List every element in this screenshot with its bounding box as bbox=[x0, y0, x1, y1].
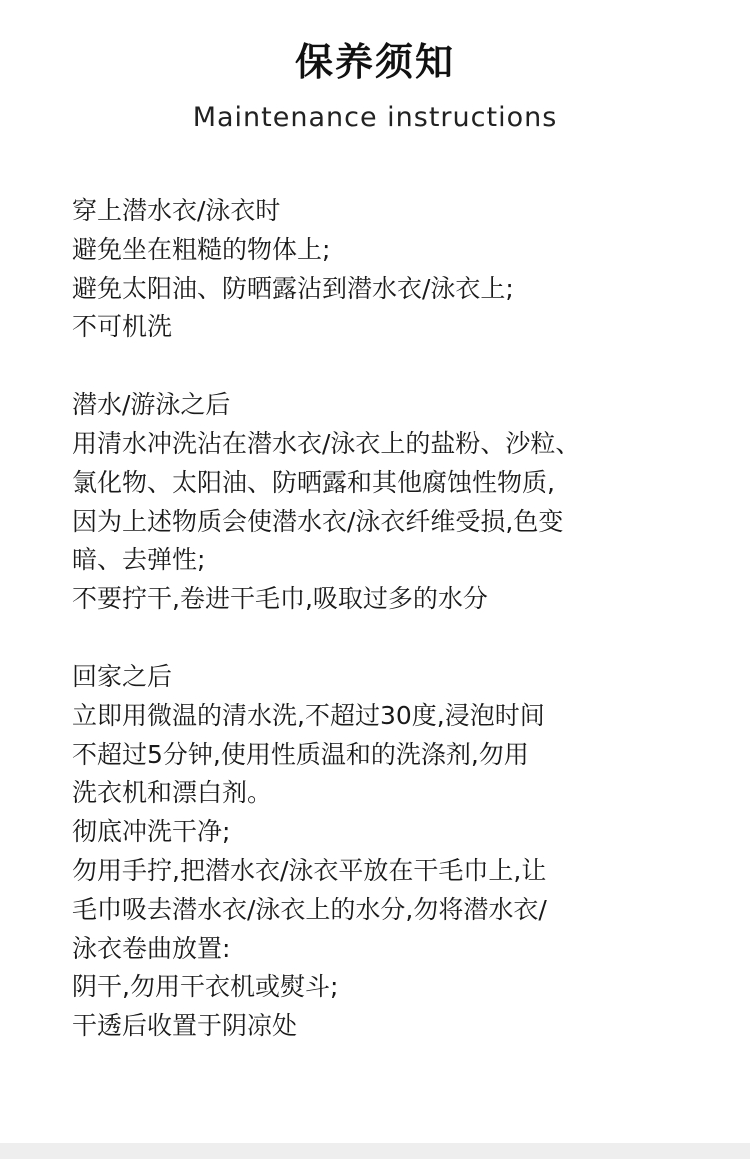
section-wearing bbox=[72, 192, 692, 347]
instruction-line: 不可机洗 bbox=[72, 312, 173, 342]
page-subtitle: Maintenance instructions bbox=[192, 102, 558, 133]
section-at-home bbox=[72, 658, 692, 1046]
instruction-line: 泳衣卷曲放置: bbox=[72, 933, 231, 963]
instruction-line: 不超过5分钟,使用性质温和的洗涤剂,勿用 bbox=[72, 739, 529, 769]
instruction-line: 暗、去弹性; bbox=[72, 545, 206, 575]
instruction-line: 阴干,勿用干衣机或熨斗; bbox=[72, 972, 339, 1002]
instruction-line: 用清水冲洗沾在潜水衣/泳衣上的盐粉、沙粒、 bbox=[72, 428, 581, 458]
instruction-line: 毛巾吸去潜水衣/泳衣上的水分,勿将潜水衣/ bbox=[72, 894, 547, 924]
instruction-line: 避免太阳油、防晒露沾到潜水衣/泳衣上; bbox=[72, 273, 514, 303]
section-heading: 回家之后 bbox=[72, 661, 173, 691]
bottom-divider-bar bbox=[0, 1143, 750, 1159]
instructions-content bbox=[72, 192, 692, 1085]
section-after-swimming bbox=[72, 386, 692, 619]
section-heading: 穿上潜水衣/泳衣时 bbox=[72, 196, 281, 225]
instruction-line: 干透后收置于阴凉处 bbox=[72, 1011, 298, 1041]
instruction-line: 因为上述物质会使潜水衣/泳衣纤维受损,色变 bbox=[72, 506, 564, 536]
instruction-line: 洗衣机和漂白剂。 bbox=[72, 778, 273, 808]
instruction-line: 不要拧干,卷进干毛巾,吸取过多的水分 bbox=[72, 584, 488, 614]
instruction-line: 彻底冲洗干净; bbox=[72, 817, 231, 847]
instruction-line: 立即用微温的清水洗,不超过30度,浸泡时间 bbox=[72, 700, 545, 730]
section-heading: 潜水/游泳之后 bbox=[72, 390, 231, 420]
instruction-line: 氯化物、太阳油、防晒露和其他腐蚀性物质, bbox=[72, 467, 555, 497]
page-title: 保养须知 bbox=[294, 40, 455, 84]
instruction-line: 勿用手拧,把潜水衣/泳衣平放在干毛巾上,让 bbox=[72, 855, 547, 885]
instruction-line: 避免坐在粗糙的物体上; bbox=[72, 234, 331, 264]
